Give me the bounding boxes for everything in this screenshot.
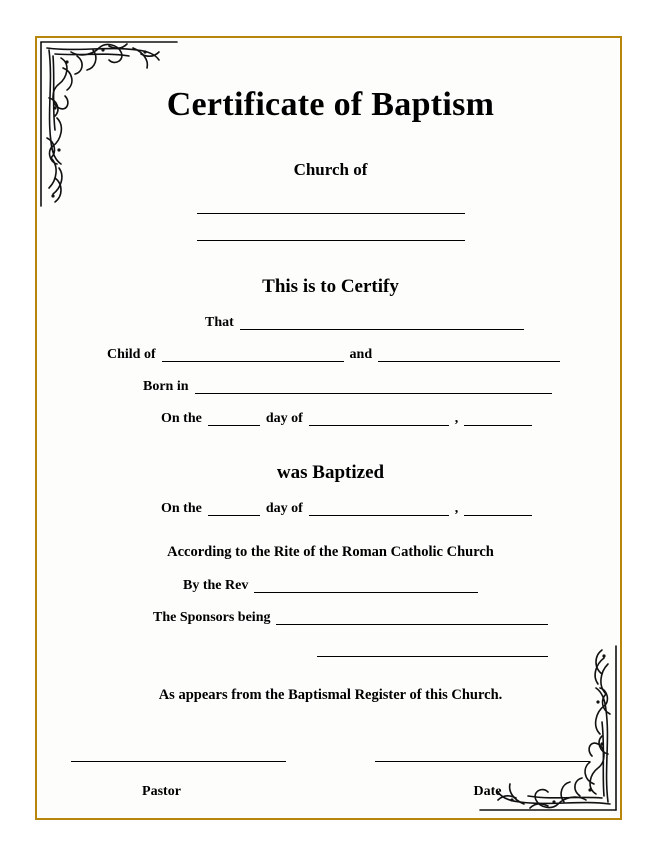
comma-birth: , — [454, 411, 459, 426]
date-signature-group — [375, 760, 590, 800]
comma-baptism: , — [454, 501, 459, 516]
day-of-label-birth: day of — [265, 411, 303, 426]
date-signature-line[interactable] — [375, 760, 590, 762]
that-row — [65, 315, 596, 330]
pastor-caption: Pastor — [142, 784, 181, 799]
date-caption: Date — [473, 784, 502, 799]
sponsor-one-field[interactable] — [276, 610, 548, 625]
was-baptized-heading: was Baptized — [276, 462, 385, 483]
rite-line: According to the Rite of the Roman Catholic Church — [167, 544, 494, 560]
sponsors-label: The Sponsors being — [153, 610, 271, 625]
church-name-line-1[interactable] — [197, 212, 465, 214]
minister-row — [65, 578, 596, 593]
parent-one-field[interactable] — [162, 347, 344, 362]
sponsors-row-second — [65, 642, 596, 657]
day-of-label-baptism: day of — [265, 501, 303, 516]
birthplace-field[interactable] — [195, 379, 552, 394]
on-the-label-baptism: On the — [161, 501, 202, 516]
born-in-label: Born in — [143, 379, 189, 394]
parent-two-field[interactable] — [378, 347, 560, 362]
pastor-signature-line[interactable] — [71, 760, 286, 762]
church-name-field-group — [65, 196, 596, 246]
birth-day-field[interactable] — [208, 411, 260, 426]
sponsor-two-field[interactable] — [317, 642, 548, 657]
church-of-label: Church of — [293, 160, 368, 179]
signature-block — [65, 760, 596, 800]
birth-date-row — [65, 411, 596, 426]
minister-field[interactable] — [254, 578, 478, 593]
birth-month-field[interactable] — [309, 411, 449, 426]
child-of-label: Child of — [107, 347, 156, 362]
church-name-line-2[interactable] — [197, 239, 465, 241]
by-the-rev-label: By the Rev — [183, 578, 249, 593]
baptism-month-field[interactable] — [309, 501, 449, 516]
certificate-frame — [35, 36, 622, 820]
born-in-row — [65, 379, 596, 394]
register-line: As appears from the Baptismal Register of this Church. — [158, 687, 503, 703]
pastor-signature-group — [71, 760, 286, 800]
baptism-year-field[interactable] — [464, 501, 532, 516]
on-the-label-birth: On the — [161, 411, 202, 426]
name-field[interactable] — [240, 315, 524, 330]
baptism-date-row — [65, 501, 596, 516]
birth-year-field[interactable] — [464, 411, 532, 426]
that-label: That — [205, 315, 234, 330]
certify-heading: This is to Certify — [262, 276, 399, 297]
child-of-row — [65, 347, 596, 362]
and-label: and — [349, 347, 373, 362]
page-title: Certificate of Baptism — [166, 86, 495, 123]
baptism-day-field[interactable] — [208, 501, 260, 516]
certificate-content — [37, 38, 624, 822]
sponsors-row — [65, 610, 596, 625]
